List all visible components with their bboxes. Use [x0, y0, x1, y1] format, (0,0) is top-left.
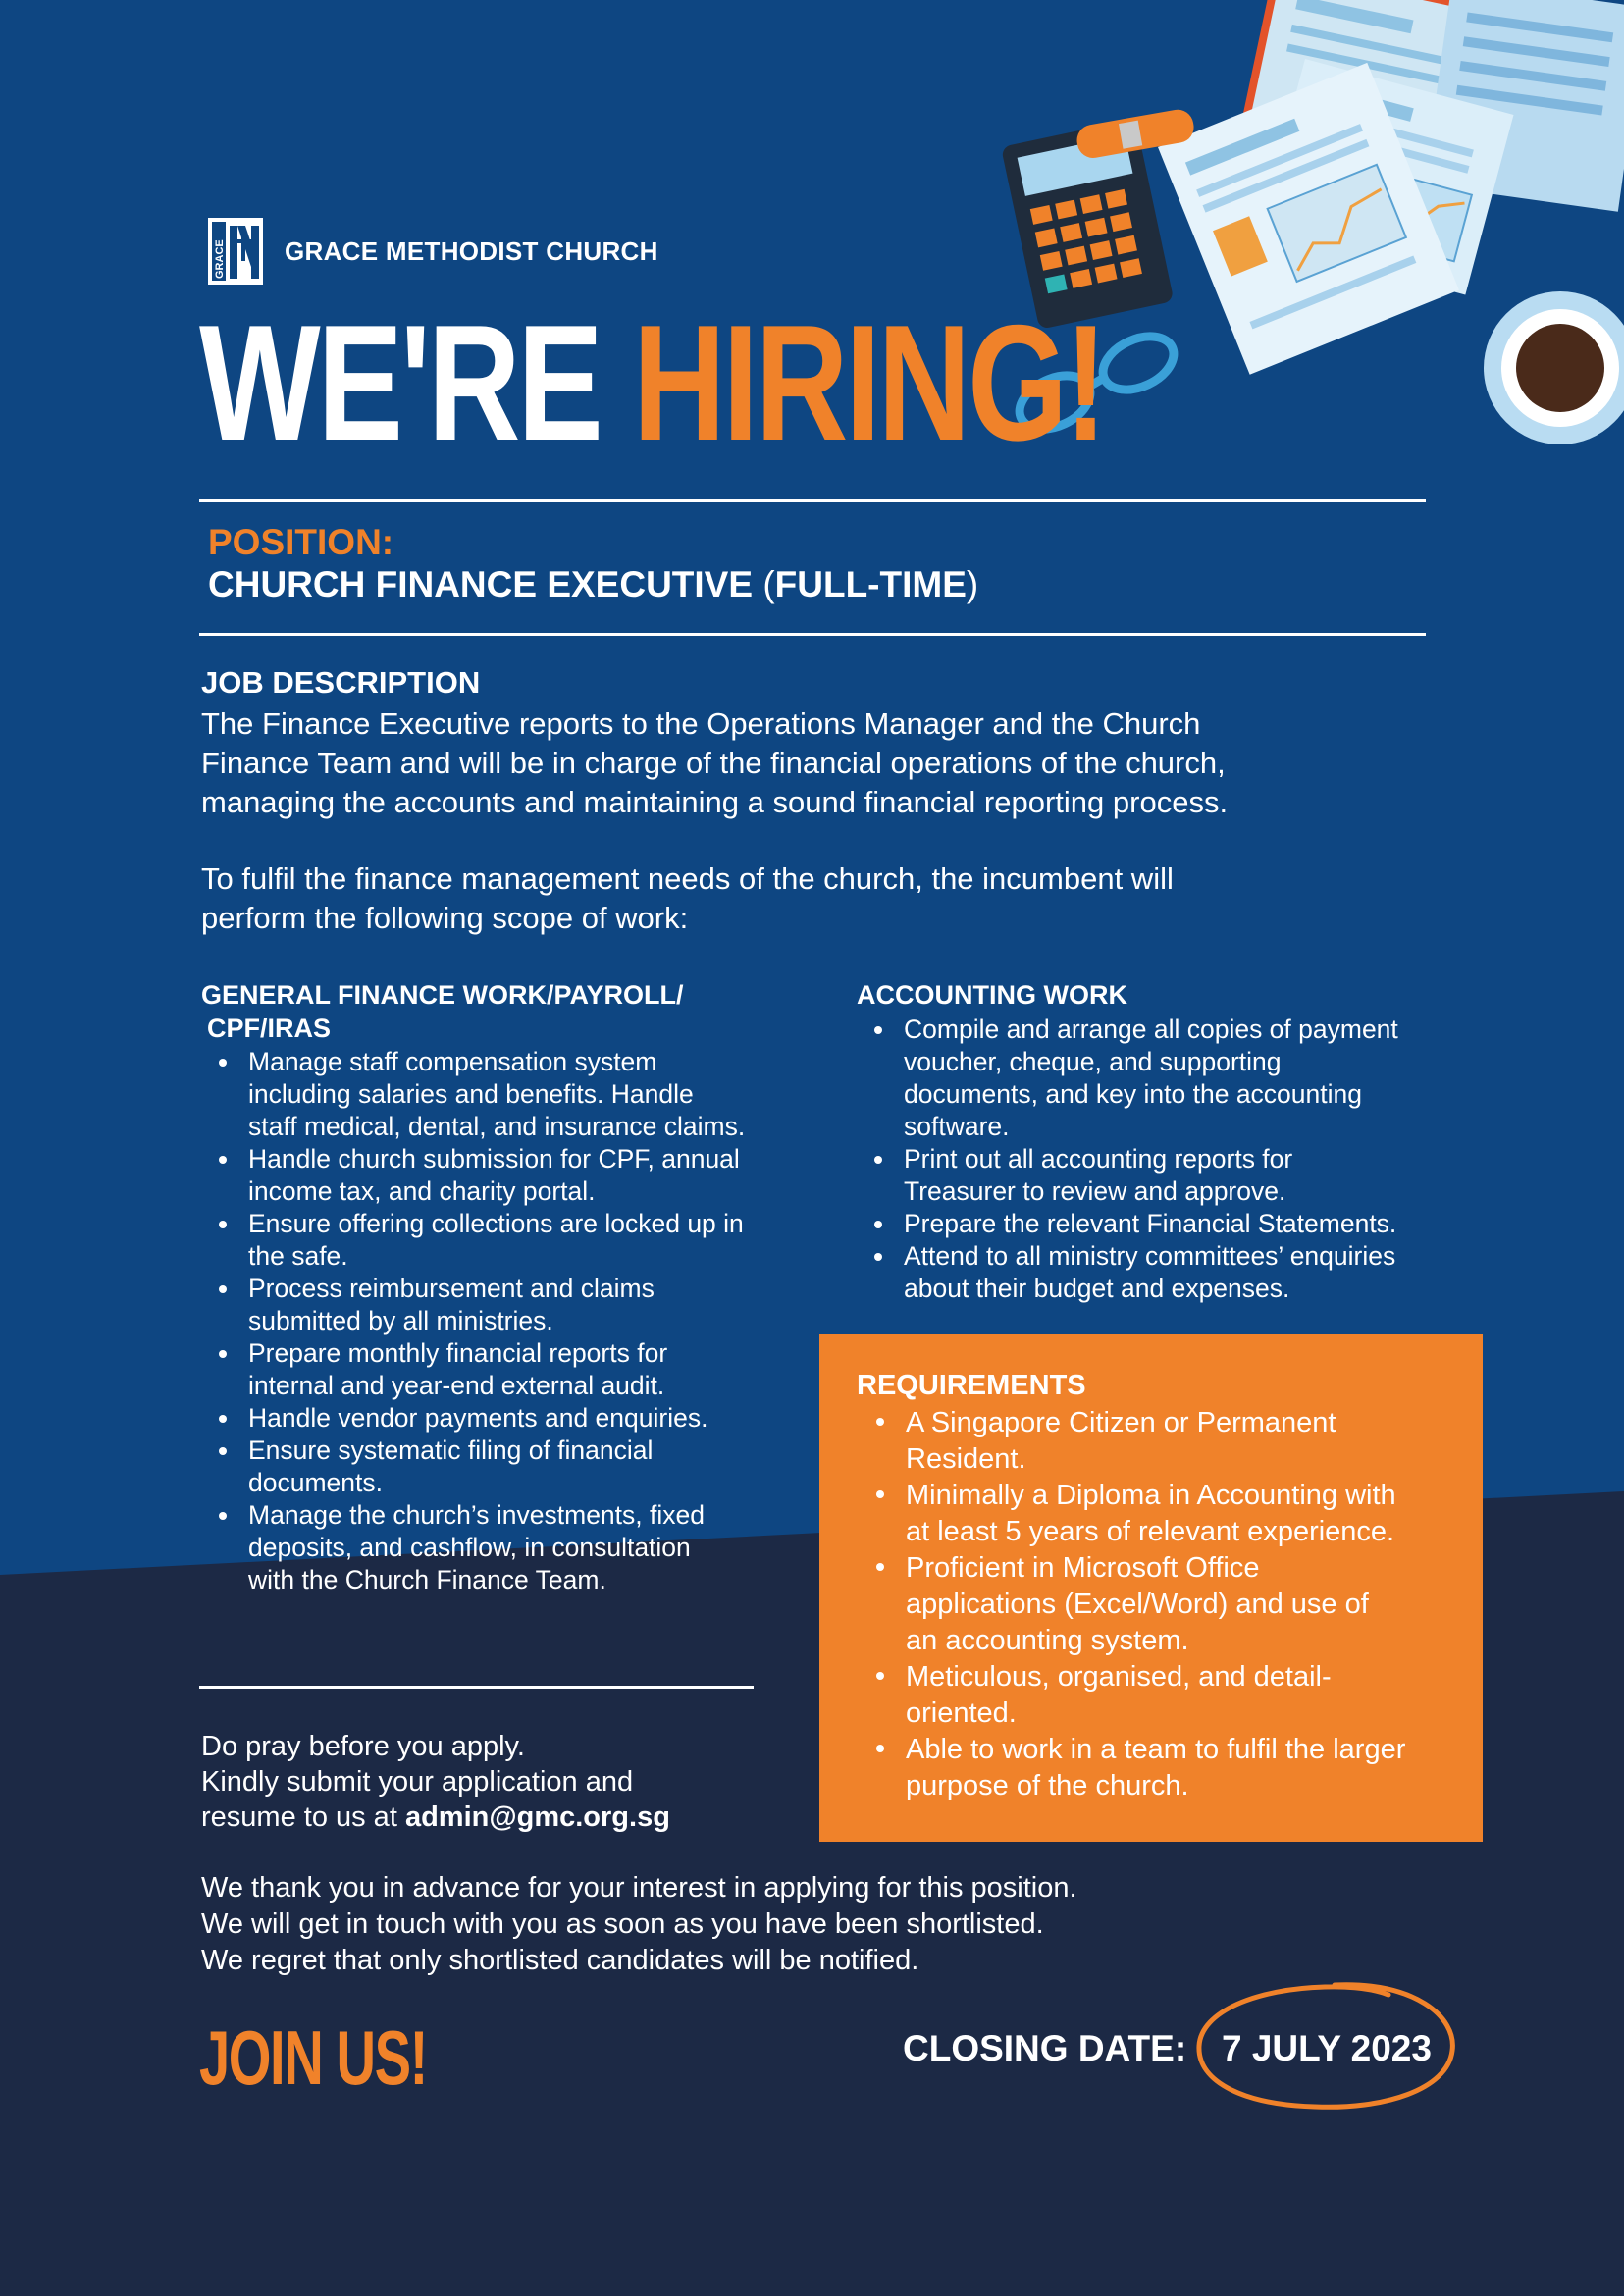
church-logo [208, 218, 658, 285]
bullet-icon [219, 1415, 227, 1423]
bullet-icon [219, 1156, 227, 1164]
headline [199, 290, 1105, 475]
list-item-line: Meticulous, organised, and detail- [906, 1661, 1332, 1693]
list-item [201, 1046, 810, 1143]
job-description-heading: JOB DESCRIPTION [201, 665, 481, 700]
list-item-line: income tax, and charity portal. [248, 1176, 596, 1206]
scope-paragraph [201, 860, 1339, 938]
bullet-icon [874, 1221, 882, 1228]
paragraph-line: To fulfil the finance management needs of the church, the incumbent will [201, 861, 1174, 896]
list-item-line: software. [904, 1112, 1010, 1141]
list-item [859, 1405, 1467, 1478]
apply-line: Kindly submit your application and [201, 1766, 634, 1798]
position-title-main: CHURCH FINANCE EXECUTIVE [208, 564, 754, 604]
paragraph-line: managing the accounts and maintaining a sound financial reporting process. [201, 785, 1229, 819]
list-item-line: voucher, cheque, and supporting [904, 1047, 1282, 1076]
position-title [208, 564, 978, 605]
list-item-line: the safe. [248, 1241, 348, 1271]
list-item-line: with the Church Finance Team. [248, 1565, 606, 1594]
list-item-line: Prepare monthly financial reports for [248, 1338, 668, 1368]
list-item [201, 1499, 810, 1596]
list-item-line: Proficient in Microsoft Office [906, 1552, 1260, 1584]
paragraph-line: The Finance Executive reports to the Operations Manager and the Church [201, 706, 1201, 741]
bullet-icon [874, 1156, 882, 1164]
list-item-line: Ensure offering collections are locked up in [248, 1209, 744, 1238]
list-item-line: an accounting system. [906, 1625, 1189, 1656]
list-item [201, 1143, 810, 1208]
list-item [859, 1478, 1467, 1550]
list-item-line: purpose of the church. [906, 1770, 1189, 1801]
list-item [857, 1143, 1445, 1208]
svg-text:GRACE: GRACE [214, 239, 226, 279]
requirements-list [859, 1405, 1467, 1804]
list-item-line: oriented. [906, 1697, 1017, 1729]
list-item-line: Resident. [906, 1443, 1026, 1475]
list-item [201, 1402, 810, 1435]
heading-line: CPF/IRAS [207, 1014, 332, 1043]
bullet-icon [219, 1512, 227, 1520]
email-link[interactable]: admin@gmc.org.sg [404, 1801, 670, 1833]
list-item-line: A Singapore Citizen or Permanent [906, 1407, 1336, 1438]
thanks-line: We thank you in advance for your interest in applying for this position. [201, 1872, 1077, 1904]
list-item-line: Print out all accounting reports for [904, 1144, 1293, 1174]
thanks-note [201, 1870, 1077, 1979]
position-type: FULL-TIME [774, 564, 967, 604]
church-name: GRACE METHODIST CHURCH [285, 235, 658, 266]
bullet-icon [219, 1350, 227, 1358]
list-item-line: documents. [248, 1468, 383, 1497]
bullet-icon [876, 1490, 884, 1498]
list-item-line: Compile and arrange all copies of payment [904, 1015, 1398, 1044]
divider-bottom [199, 633, 1426, 636]
closing-date-value: 7 JULY 2023 [1222, 2028, 1432, 2068]
list-item-line: Handle vendor payments and enquiries. [248, 1403, 708, 1433]
divider-top [199, 499, 1426, 502]
requirements-box [819, 1334, 1483, 1842]
list-item-line: Minimally a Diploma in Accounting with [906, 1480, 1396, 1511]
paren-close: ) [966, 564, 979, 604]
heading-line: GENERAL FINANCE WORK/PAYROLL/ [201, 980, 684, 1010]
bullet-icon [219, 1447, 227, 1455]
list-item-line: Treasurer to review and approve. [904, 1176, 1286, 1206]
paragraph-line: Finance Team and will be in charge of the financial operations of the church, [201, 746, 1226, 780]
list-item-line: Manage the church’s investments, fixed [248, 1500, 705, 1530]
bullet-icon [874, 1253, 882, 1261]
bullet-icon [876, 1418, 884, 1426]
general-finance-list [201, 1046, 810, 1596]
general-finance-heading [201, 978, 790, 1045]
list-item-line: Ensure systematic filing of financial [248, 1435, 654, 1465]
church-cross-logo-icon [208, 218, 263, 285]
apply-line: Do pray before you apply. [201, 1731, 525, 1762]
list-item [857, 1240, 1445, 1305]
closing-date-label: CLOSING DATE: [903, 2028, 1187, 2068]
list-item [857, 1014, 1445, 1143]
headline-hiring: HIRING! [632, 290, 1105, 475]
join-us-text: JOIN US! [199, 2014, 427, 2101]
list-item-line: internal and year-end external audit. [248, 1371, 665, 1400]
headline-were: WE'RE [199, 290, 601, 475]
list-item [201, 1337, 810, 1402]
list-item-line: deposits, and cashflow, in consultation [248, 1533, 691, 1562]
list-item-line: staff medical, dental, and insurance claims. [248, 1112, 746, 1141]
list-item-line: Process reimbursement and claims [248, 1274, 655, 1303]
apply-instructions [201, 1729, 670, 1835]
list-item-line: about their budget and expenses. [904, 1274, 1290, 1303]
job-description-paragraph [201, 704, 1339, 822]
bullet-icon [219, 1285, 227, 1293]
list-item-line: documents, and key into the accounting [904, 1079, 1362, 1109]
list-item-line: including salaries and benefits. Handle [248, 1079, 694, 1109]
list-item [859, 1550, 1467, 1659]
list-item-line: Manage staff compensation system [248, 1047, 657, 1076]
list-item [859, 1659, 1467, 1732]
bullet-icon [219, 1221, 227, 1228]
accounting-list [857, 1014, 1445, 1305]
list-item-line: Able to work in a team to fulfil the larger [906, 1734, 1406, 1765]
thanks-line: We regret that only shortlisted candidates will be notified. [201, 1945, 919, 1976]
requirements-heading: REQUIREMENTS [857, 1370, 1086, 1401]
position-label: POSITION: [208, 522, 394, 562]
list-item-line: at least 5 years of relevant experience. [906, 1516, 1395, 1547]
apply-line-prefix: resume to us at [201, 1801, 405, 1833]
list-item-line: applications (Excel/Word) and use of [906, 1589, 1369, 1620]
list-item-line: submitted by all ministries. [248, 1306, 553, 1335]
paragraph-line: perform the following scope of work: [201, 901, 689, 935]
bullet-icon [219, 1059, 227, 1067]
bullet-icon [874, 1026, 882, 1034]
thanks-line: We will get in touch with you as soon as you have been shortlisted. [201, 1908, 1044, 1940]
paren-open: ( [762, 564, 775, 604]
bullet-icon [876, 1672, 884, 1680]
bullet-icon [876, 1745, 884, 1752]
list-item [859, 1732, 1467, 1804]
list-item-line: Handle church submission for CPF, annual [248, 1144, 740, 1174]
list-item [201, 1208, 810, 1273]
list-item [201, 1273, 810, 1337]
apply-line [201, 1800, 670, 1835]
list-item [857, 1208, 1445, 1240]
list-item [201, 1435, 810, 1499]
divider-apply [199, 1686, 754, 1689]
accounting-heading: ACCOUNTING WORK [857, 980, 1127, 1010]
list-item-line: Attend to all ministry committees’ enquiries [904, 1241, 1396, 1271]
list-item-line: Prepare the relevant Financial Statements. [904, 1209, 1397, 1238]
bullet-icon [876, 1563, 884, 1571]
